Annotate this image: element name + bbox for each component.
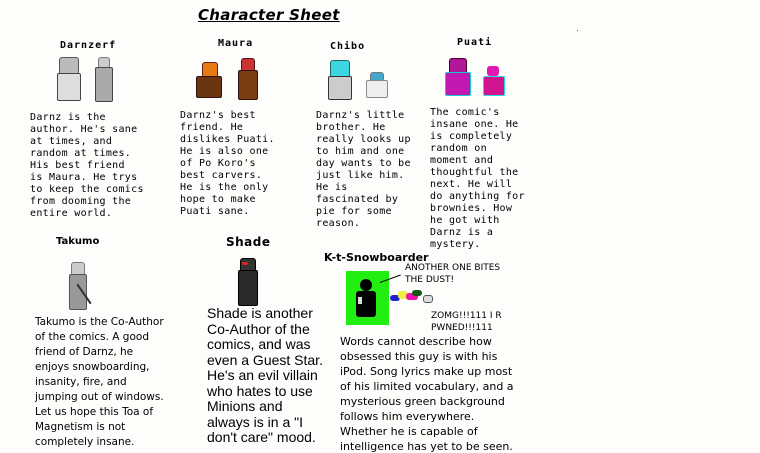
puati-sprite — [443, 58, 507, 96]
character-name-shade: Shade — [226, 235, 271, 249]
green-background — [346, 271, 389, 325]
defeated-pile — [390, 290, 430, 302]
character-name-kt-snowboarder: K-t-Snowboarder — [324, 251, 429, 264]
stray-dot — [577, 30, 578, 31]
character-description-shade: Shade is another Co-Author of the comics, and was even a Guest Star. He's an evil villain who hates to use Minions and always is in a "I don't care" mood. — [207, 305, 323, 445]
speech-bubble-1: ANOTHER ONE BITES THE DUST! — [405, 263, 501, 285]
page-title: Character Sheet — [198, 6, 340, 24]
character-description-chibo: Darnz's little brother. He really looks up to him and one day wants to be just like him. He is fascinated by pie for some reason. — [316, 110, 411, 229]
character-description-kt-snowboarder: Words cannot describe how obsessed this guy is with his iPod. Song lyrics make up most of his limited vocabulary, and a mysterious green background follows him everywhere. Whether he is capable of intelligence has yet to be seen. — [340, 335, 514, 453]
maura-sprite — [194, 58, 260, 100]
character-description-maura: Darnz's best friend. He dislikes Puati. He is also one of Po Koro's best carvers. He is the only hope to make Puati sane. — [180, 110, 275, 217]
character-name-takumo: Takumo — [56, 236, 100, 247]
chibo-sprite — [326, 60, 392, 100]
character-description-darnzerf: Darnz is the author. He's sane at times, and random at times. His best friend is Maura. He trys to keep the comics from dooming the entire world. — [30, 112, 144, 219]
takumo-sprite — [65, 262, 97, 309]
shade-sprite — [234, 258, 262, 306]
character-description-takumo: Takumo is the Co-Author of the comics. A good friend of Darnz, he enjoys snowboarding, insanity, fire, and jumping out of windows. Let us hope this Toa of Magnetism is not completely insane. — [35, 316, 164, 448]
character-description-puati: The comic's insane one. He is completely random on moment and thoughtful the next. He will do anything for brownies. How he got with Darnz is a mystery. — [430, 107, 525, 250]
darnzerf-sprite — [55, 57, 117, 101]
speech-bubble-2: ZOMG!!!111 I R PWNED!!!111 — [431, 311, 502, 333]
character-name-maura: Maura — [218, 38, 254, 49]
ipod-icon — [358, 297, 362, 304]
character-name-chibo: Chibo — [330, 41, 366, 52]
character-name-puati: Puati — [457, 37, 493, 48]
character-name-darnzerf: Darnzerf — [60, 40, 117, 51]
